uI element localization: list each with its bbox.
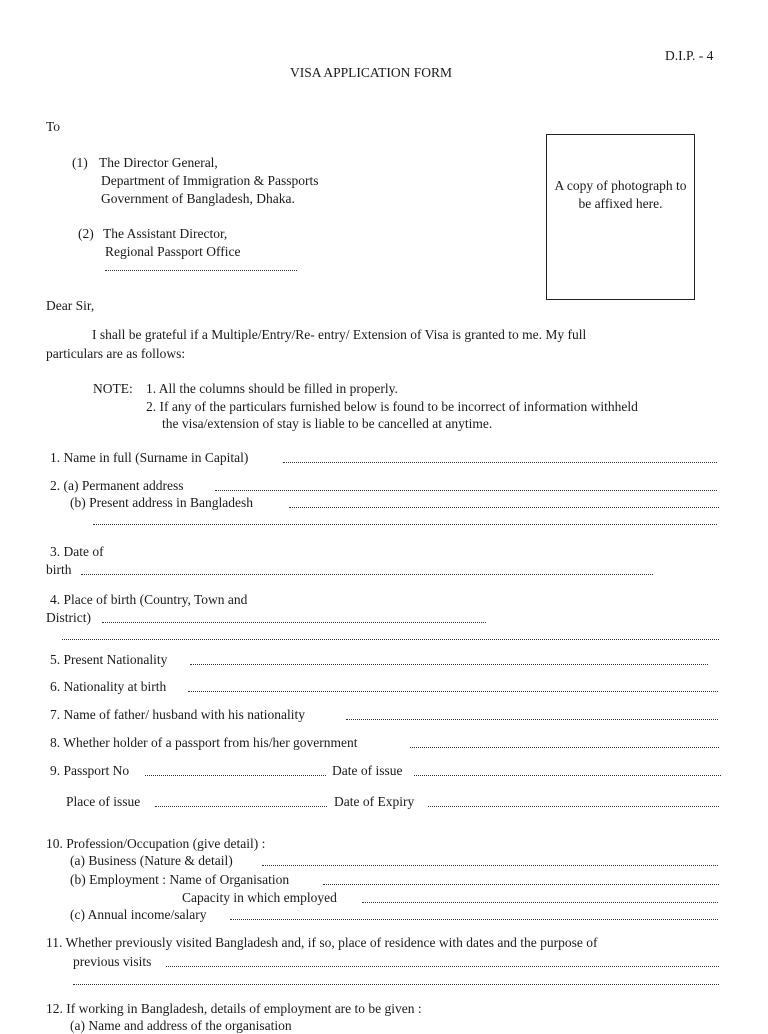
field-present-nationality-blank[interactable] (190, 664, 708, 665)
field-passport-no-blank[interactable] (145, 775, 326, 776)
field-label-permanent-address: 2. (a) Permanent address (50, 478, 184, 493)
field-label-passport-holder: 8. Whether holder of a passport from his/her government (50, 735, 358, 750)
field-place-of-issue-blank[interactable] (155, 806, 327, 807)
field-label-date-of-expiry: Date of Expiry (334, 794, 415, 809)
field-label-business: (a) Business (Nature & detail) (70, 853, 233, 868)
addressee-1-government: Government of Bangladesh, Dhaka. (101, 191, 295, 206)
field-capacity-blank[interactable] (362, 902, 718, 903)
addressee-2-title: The Assistant Director, (103, 226, 228, 241)
field-passport-holder-blank[interactable] (410, 747, 719, 748)
field-present-address-blank-2[interactable] (93, 524, 717, 525)
salutation: Dear Sir, (46, 298, 95, 313)
note-label: NOTE: (93, 381, 133, 396)
field-label-date-of-birth: 3. Date of (50, 544, 104, 559)
note-item-2: 2. If any of the particulars furnished below is found to be incorrect of information withheld (146, 399, 638, 414)
form-code: D.I.P. - 4 (665, 48, 714, 63)
letter-body-line-1: I shall be grateful if a Multiple/Entry/Re- entry/ Extension of Visa is granted to me. My full (92, 327, 587, 342)
field-label-passport-no: 9. Passport No (50, 763, 130, 778)
addressee-to: To (46, 119, 61, 134)
field-label-organisation-address: (a) Name and address of the organisation (70, 1018, 292, 1033)
field-date-of-expiry-blank[interactable] (428, 806, 719, 807)
field-previous-visits-blank-2[interactable] (73, 984, 719, 985)
field-label-annual-income: (c) Annual income/salary (70, 907, 207, 922)
field-date-of-birth-blank[interactable] (81, 574, 653, 575)
field-label-capacity: Capacity in which employed (182, 890, 337, 905)
field-label-present-address: (b) Present address in Bangladesh (70, 495, 253, 510)
field-label-father-husband: 7. Name of father/ husband with his nationality (50, 707, 305, 722)
field-place-of-birth-blank[interactable] (102, 622, 486, 623)
field-label-previous-visits-continued: previous visits (73, 954, 152, 969)
field-name-blank[interactable] (283, 462, 717, 463)
field-annual-income-blank[interactable] (230, 919, 718, 920)
addressee-1-department: Department of Immigration & Passports (101, 173, 319, 188)
note-item-2-continued: the visa/extension of stay is liable to be cancelled at anytime. (162, 416, 493, 431)
field-father-husband-blank[interactable] (346, 719, 718, 720)
field-nationality-at-birth-blank[interactable] (188, 691, 718, 692)
addressee-2-office: Regional Passport Office (105, 244, 241, 259)
field-label-name: 1. Name in full (Surname in Capital) (50, 450, 249, 465)
field-label-date-of-issue: Date of issue (332, 763, 403, 778)
office-name-blank[interactable] (105, 270, 297, 271)
field-label-present-nationality: 5. Present Nationality (50, 652, 168, 667)
field-previous-visits-blank[interactable] (166, 966, 719, 967)
field-permanent-address-blank[interactable] (215, 490, 717, 491)
addressee-1-number: (1) (72, 155, 88, 170)
field-present-address-blank[interactable] (289, 507, 719, 508)
letter-body-line-2: particulars are as follows: (46, 346, 186, 361)
field-label-profession: 10. Profession/Occupation (give detail) : (46, 836, 266, 851)
field-label-previous-visits: 11. Whether previously visited Bangladesh and, if so, place of residence with dates and the purpose of (46, 935, 598, 950)
field-label-working-in-bangladesh: 12. If working in Bangladesh, details of employment are to be given : (46, 1001, 422, 1016)
field-label-place-of-birth-continued: District) (46, 610, 91, 625)
photo-box (546, 134, 695, 300)
field-label-place-of-birth: 4. Place of birth (Country, Town and (50, 592, 248, 607)
field-date-of-issue-blank[interactable] (414, 775, 721, 776)
field-label-place-of-issue: Place of issue (66, 794, 141, 809)
field-business-blank[interactable] (262, 865, 718, 866)
addressee-2-number: (2) (78, 226, 94, 241)
field-label-date-of-birth-continued: birth (46, 562, 72, 577)
form-title: VISA APPLICATION FORM (290, 65, 453, 80)
field-label-employment-organisation: (b) Employment : Name of Organisation (70, 872, 290, 887)
photo-instruction: A copy of photograph to be affixed here. (554, 178, 687, 211)
field-organisation-blank[interactable] (323, 884, 719, 885)
field-label-nationality-at-birth: 6. Nationality at birth (50, 679, 167, 694)
note-item-1: 1. All the columns should be filled in properly. (146, 381, 398, 396)
field-place-of-birth-blank-2[interactable] (62, 639, 719, 640)
addressee-1-title: The Director General, (99, 155, 218, 170)
